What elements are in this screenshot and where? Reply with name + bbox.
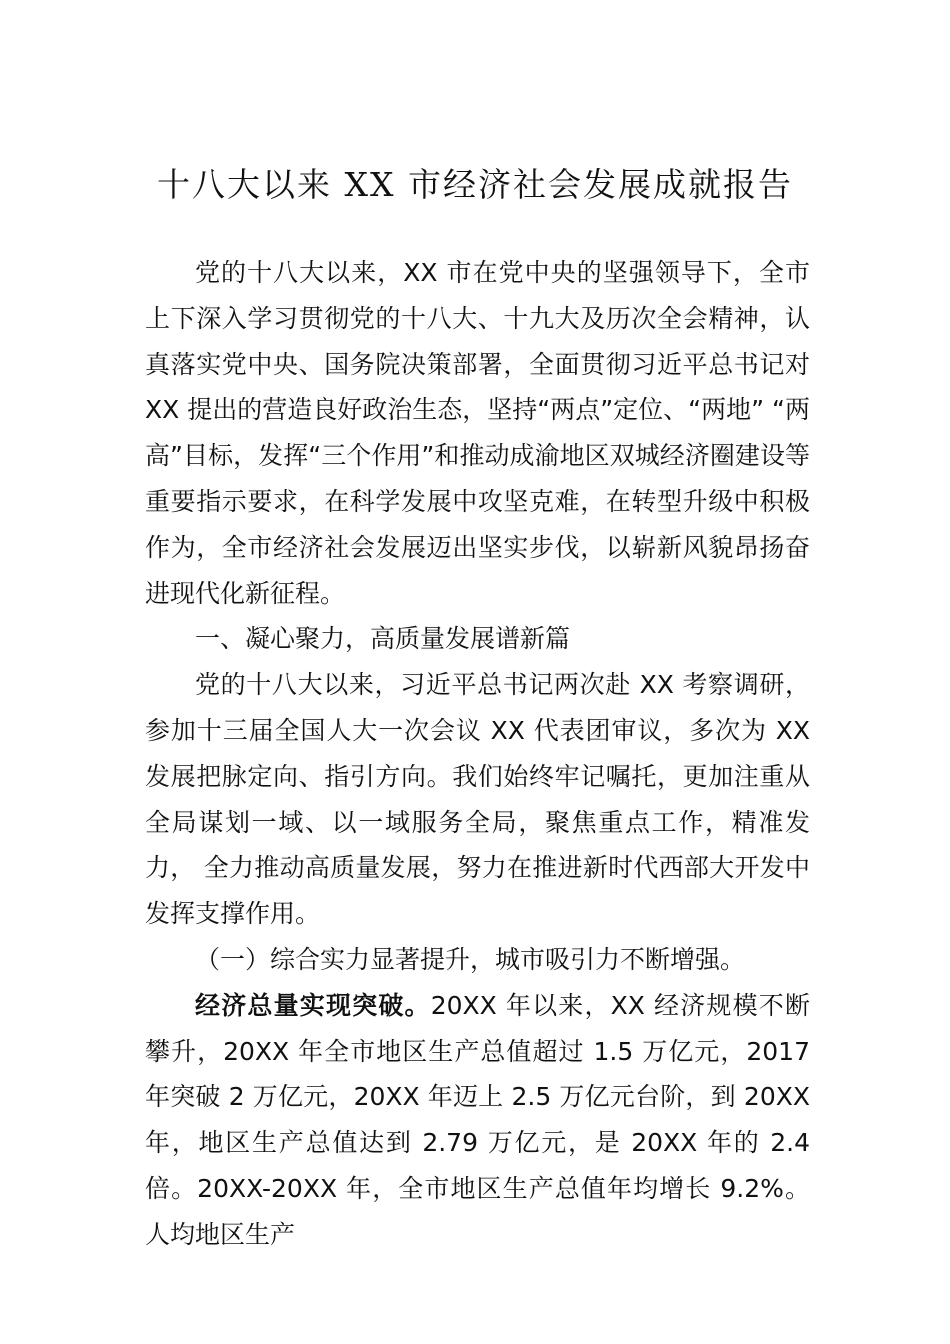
section-paragraph: 党的十八大以来，习近平总书记两次赴 XX 考察调研，参加十三届全国人大一次会议 XX 代表团审议，多次为 XX 发展把脉定向、指引方向。我们始终牢记嘱托，更加注重从 全局谋划一域、以一域服务全局，聚焦重点工作，精准发力， 全力推动高质量发展，努力在推进新时代西部大开发中发挥支撑作用。 xyxy=(145,670,810,929)
economy-lead: 经济总量实现突破。 xyxy=(195,990,431,1020)
document-body xyxy=(145,250,810,1258)
section-heading: 一、凝心聚力，高质量发展谱新篇 xyxy=(195,624,571,654)
economy-text: 20XX 年以来，XX 经济规模不断攀升，20XX 年全市地区生产总值超过 1.5 万亿元，2017 年突破 2 万亿元，20XX 年迈上 2.5 万亿元台阶，到 20XX 年，地区生产总值达到 2.79 万亿元，是 20XX 年的 2.4 倍。20XX-20XX 年，全市地区生产总值年均增长 9.2%。人均地区生产 xyxy=(145,990,810,1249)
subsection-heading: （一）综合实力显著提升，城市吸引力不断增强。 xyxy=(195,944,746,974)
economy-paragraph xyxy=(145,983,810,1258)
document-title: 十八大以来 XX 市经济社会发展成就报告 xyxy=(157,165,793,204)
intro-paragraph: 党的十八大以来，XX 市在党中央的坚强领导下，全市上下深入学习贯彻党的十八大、十九大及历次全会精神，认真落实党中央、国务院决策部署，全面贯彻习近平总书记对 XX 提出的营造良好政治生态，坚持“两点”定位、“两地” “两高”目标，发挥“三个作用”和推动成渝地区双城经济圈建设等重要指示要求，在科学发展中攻坚克难，在转型升级中积极作为，全市经济社会发展迈出坚实步伐，以崭新风貌昂扬奋进现代化新征程。 xyxy=(145,258,810,608)
